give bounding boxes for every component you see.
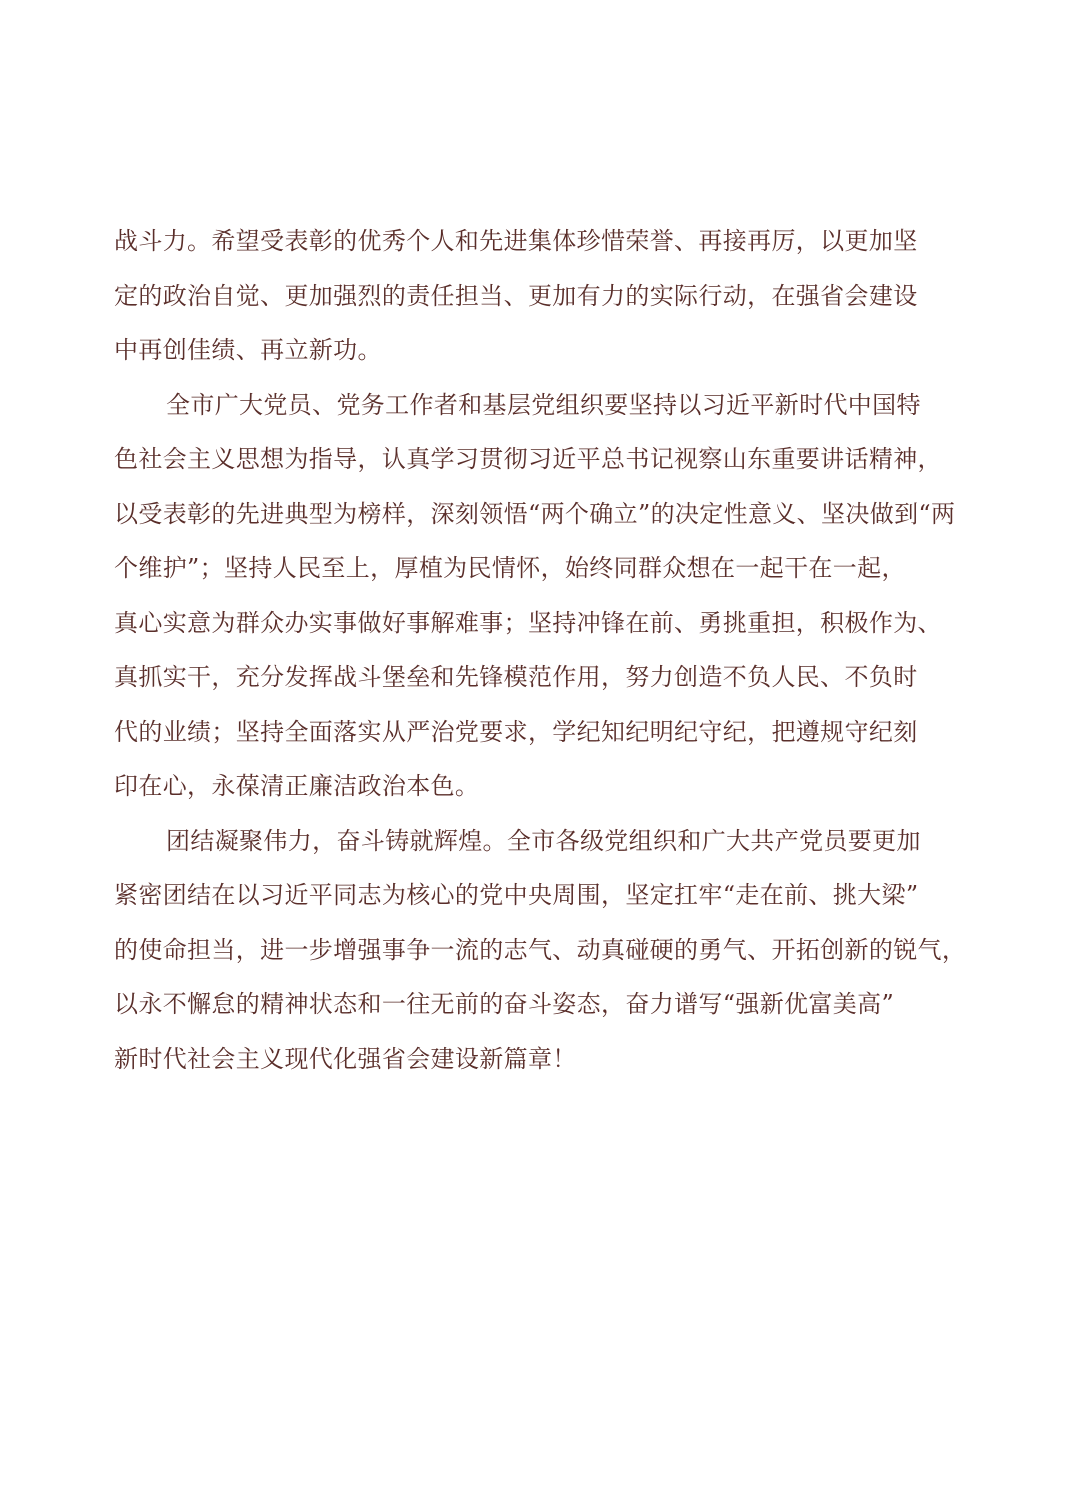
text-line: 战斗力。希望受表彰的优秀个人和先进集体珍惜荣誉、再接再厉，以更加坚 xyxy=(114,227,918,255)
text-line: 团结凝聚伟力，奋斗铸就辉煌。全市各级党组织和广大共产党员要更加 xyxy=(166,826,921,855)
text-line: 真心实意为群众办实事做好事解难事；坚持冲锋在前、勇挑重担，积极作为、 xyxy=(114,608,942,637)
text-line: 的使命担当，进一步增强事争一流的志气、动真碰硬的勇气、开拓创新的锐气， xyxy=(114,935,967,964)
text-line: 真抓实干，充分发挥战斗堡垒和先锋模范作用，努力创造不负人民、不负时 xyxy=(114,663,918,691)
text-line: 个维护”；坚持人民至上，厚植为民情怀，始终同群众想在一起干在一起， xyxy=(114,554,906,582)
paragraph-2 xyxy=(114,378,966,814)
paragraph-3 xyxy=(114,814,966,1087)
text-line: 新时代社会主义现代化强省会建设新篇章！ xyxy=(114,1044,577,1073)
text-line: 中再创佳绩、再立新功。 xyxy=(114,336,382,364)
text-line: 以受表彰的先进典型为榜样，深刻领悟“两个确立”的决定性意义、坚决做到“两 xyxy=(114,499,956,528)
text-line: 印在心，永葆清正廉洁政治本色。 xyxy=(114,772,480,800)
text-line: 代的业绩；坚持全面落实从严治党要求，学纪知纪明纪守纪，把遵规守纪刻 xyxy=(114,717,918,746)
article-body xyxy=(114,214,966,1086)
text-line: 色社会主义思想为指导，认真学习贯彻习近平总书记视察山东重要讲话精神， xyxy=(114,445,942,473)
text-line: 以永不懈怠的精神状态和一往无前的奋斗姿态，奋力谱写“强新优富美高” xyxy=(114,990,895,1018)
text-line: 定的政治自觉、更加强烈的责任担当、更加有力的实际行动，在强省会建设 xyxy=(114,281,918,310)
text-line: 紧密团结在以习近平同志为核心的党中央周围，坚定扛牢“走在前、挑大梁” xyxy=(114,881,919,909)
text-line: 全市广大党员、党务工作者和基层党组织要坚持以习近平新时代中国特 xyxy=(166,390,921,419)
paragraph-1 xyxy=(114,214,966,378)
